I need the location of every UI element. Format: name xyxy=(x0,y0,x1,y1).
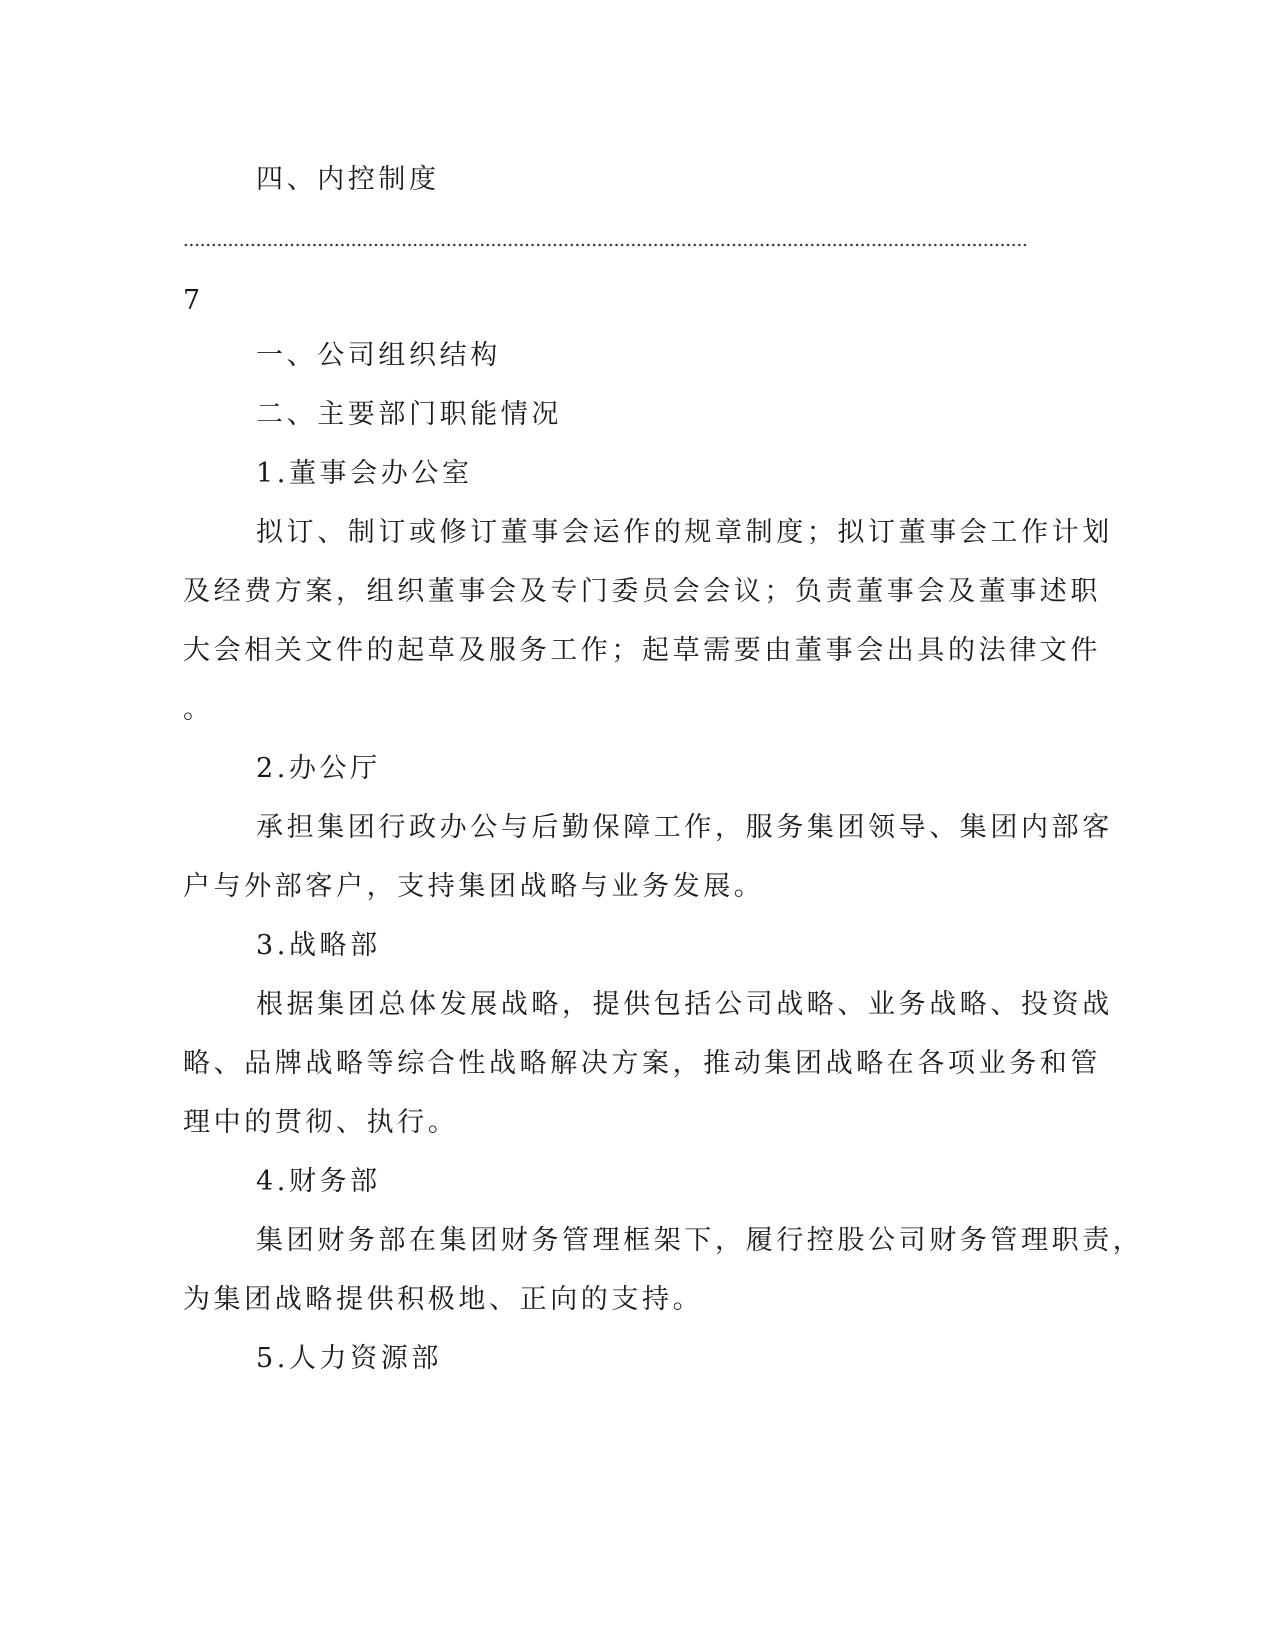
paragraph-line: 户与外部客户，支持集团战略与业务发展。 xyxy=(183,871,765,902)
toc-dot-leader xyxy=(183,243,1028,247)
dept-heading-board-office: 1.董事会办公室 xyxy=(256,458,473,489)
paragraph-line: 拟订、制订或修订董事会运作的规章制度；拟订董事会工作计划 xyxy=(256,517,1113,548)
paragraph-line: 大会相关文件的起草及服务工作；起草需要由董事会出具的法律文件 xyxy=(183,635,1101,666)
paragraph-line: 。 xyxy=(183,694,214,725)
dept-heading-finance: 4.财务部 xyxy=(256,1166,381,1197)
paragraph-line: 略、品牌战略等综合性战略解决方案，推动集团战略在各项业务和管 xyxy=(183,1048,1101,1079)
paragraph-line: 根据集团总体发展战略，提供包括公司战略、业务战略、投资战 xyxy=(256,989,1113,1020)
dept-heading-hr: 5.人力资源部 xyxy=(256,1343,442,1374)
paragraph-line: 为集团战略提供积极地、正向的支持。 xyxy=(183,1284,704,1315)
paragraph-line: 集团财务部在集团财务管理框架下，履行控股公司财务管理职责， xyxy=(256,1225,1144,1256)
section-heading-dept-functions: 二、主要部门职能情况 xyxy=(256,399,562,430)
paragraph-line: 理中的贯彻、执行。 xyxy=(183,1107,459,1138)
paragraph-line: 承担集团行政办公与后勤保障工作，服务集团领导、集团内部客 xyxy=(256,812,1113,843)
toc-page-number: 7 xyxy=(183,285,201,316)
dept-heading-strategy: 3.战略部 xyxy=(256,930,381,961)
toc-entry-internal-control: 四、内控制度 xyxy=(256,164,440,195)
dept-heading-general-office: 2.办公厅 xyxy=(256,753,381,784)
section-heading-org-structure: 一、公司组织结构 xyxy=(256,340,501,371)
paragraph-line: 及经费方案，组织董事会及专门委员会会议；负责董事会及董事述职 xyxy=(183,576,1101,607)
